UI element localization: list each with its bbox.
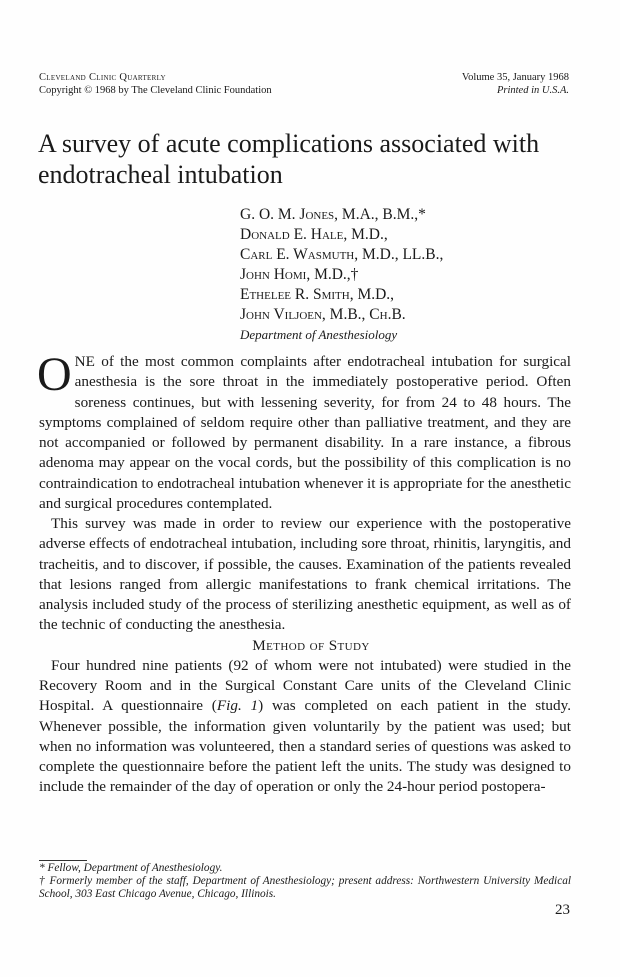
running-header-left <box>39 72 272 97</box>
running-header-right <box>462 72 569 97</box>
article-title: A survey of acute complications associated with endotracheal intubation <box>38 129 540 189</box>
footnotes <box>39 862 571 902</box>
printed-line: Printed in U.S.A. <box>496 84 569 96</box>
footnote-1: * Fellow, Department of Anesthesiology. <box>39 862 223 874</box>
paragraph-3 <box>39 656 571 798</box>
author-3: Carl E. Wasmuth, M.D., LL.B., <box>240 246 444 263</box>
page-number: 23 <box>555 902 570 918</box>
drop-cap: O <box>37 348 72 401</box>
footnote-2: † Formerly member of the staff, Department of Anesthesiology; present address: Northwestern University Medical School, 303 East Chicago Avenue, Chicago, Illinois. <box>39 875 571 901</box>
copyright-line: Copyright © 1968 by The Cleveland Clinic Foundation <box>39 84 272 96</box>
department-affiliation: Department of Anesthesiology <box>240 327 398 342</box>
author-list <box>240 205 443 325</box>
paragraph-2: This survey was made in order to review our experience with the postoperative adverse effects of endotracheal intubation, including sore throat, rhinitis, laryngitis, and tracheitis, and to discover, if possible, the causes. Examination of the patients revealed that lesions ranged from allergic manifestations to frank chemical irritations. The analysis included study of the process of sterilizing anesthetic equipment, as well as of the technic of conducting the anesthesia. <box>39 515 571 634</box>
figure-reference: Fig. 1 <box>216 697 259 715</box>
paragraph-1 <box>37 348 571 514</box>
author-6: John Viljoen, M.B., Ch.B. <box>240 306 406 323</box>
author-1: G. O. M. Jones, M.A., B.M.,* <box>240 206 426 223</box>
journal-name: Cleveland Clinic Quarterly <box>39 72 166 83</box>
article-body <box>37 348 571 798</box>
section-heading: Method of Study <box>252 636 370 654</box>
author-2: Donald E. Hale, M.D., <box>240 226 388 243</box>
author-5: Ethelee R. Smith, M.D., <box>240 286 395 303</box>
paragraph-3-text-b: ) was completed on each patient in the study. Whenever possible, the information given voluntarily by the patient was used; but when no information was volunteered, then a standard series of questions was asked to complete the questionnaire before the patient left the units. The study was designed to include the remainder of the day of operation or only the 24-hour period postopera- <box>39 697 571 796</box>
volume-line: Volume 35, January 1968 <box>461 72 569 83</box>
paragraph-1-text: NE of the most common complaints after endotracheal intubation for surgical anesthesia is the sore throat in the immediately postoperative period. Often soreness continues, but with lessening severity, for from 24 to 48 hours. The symptoms complained of seldom require other than palliative treatment, and they are not accompanied or followed by permanent disability. In a rare instance, a fibrous adenoma may appear on the vocal cords, but the possibility of this complication is no contraindication to endotracheal intubation whenever it is appropriate for the anesthetic and surgical procedures contemplated. <box>39 353 571 512</box>
paragraph-3-text-a: Four hundred nine patients (92 of whom were not intubated) were studied in the Recovery Room and in the Surgical Constant Care units of the Cleveland Clinic Hospital. A questionnaire ( <box>39 656 571 715</box>
author-4: John Homi, M.D.,† <box>240 266 359 283</box>
footnote-divider <box>39 860 87 861</box>
